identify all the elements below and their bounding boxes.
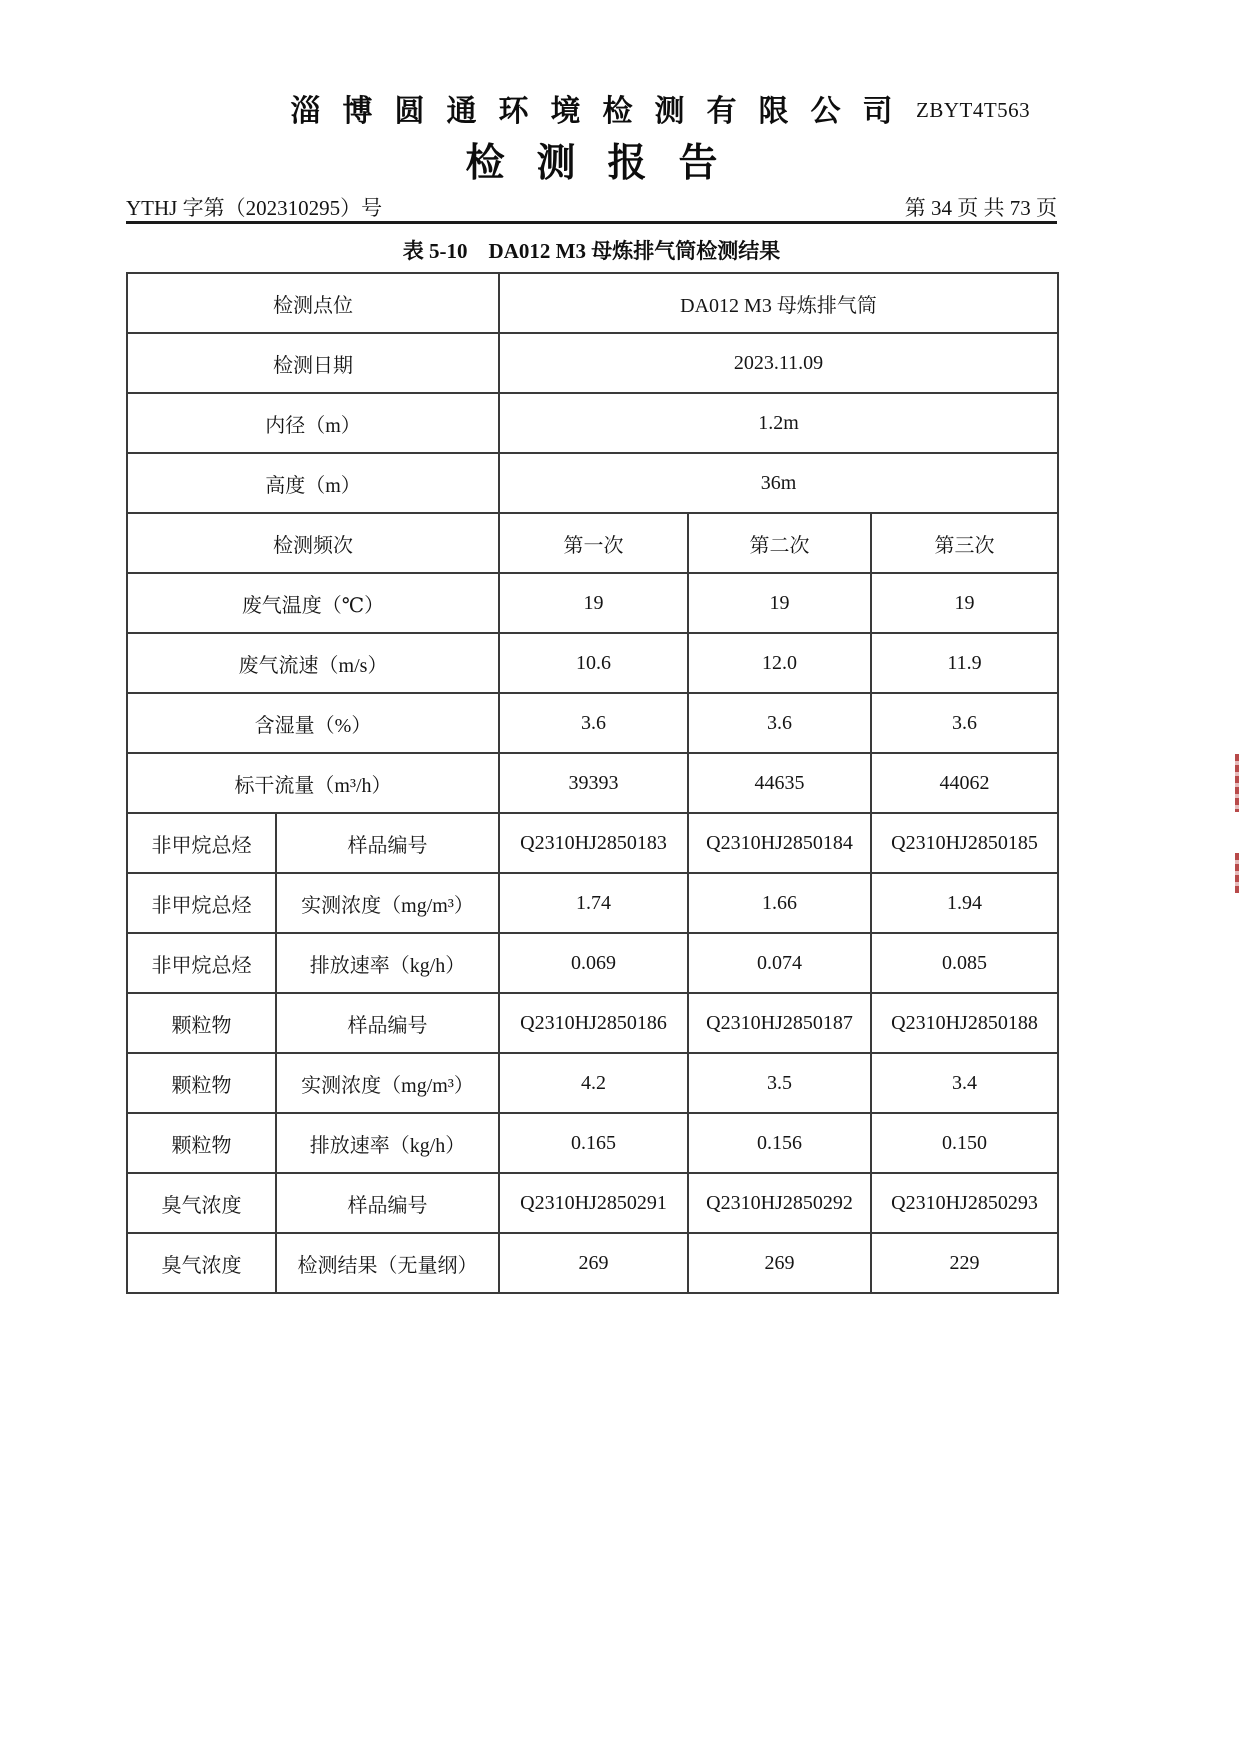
table-row [127,1233,1058,1293]
data-cell: Q2310HJ2850186 [499,993,688,1053]
group-cell: 臭气浓度 [127,1233,276,1293]
table-row [127,453,1058,513]
data-cell: 19 [499,573,688,633]
table-caption: 表 5-10 DA012 M3 母炼排气筒检测结果 [402,239,781,263]
data-cell: 44062 [871,753,1058,813]
data-cell: 269 [499,1233,688,1293]
page-indicator: 第 34 页 共 73 页 [904,196,1057,220]
row-value-cell: DA012 M3 母炼排气筒 [499,273,1058,333]
data-cell: 1.94 [871,873,1058,933]
data-cell: Q2310HJ2850184 [688,813,871,873]
param-cell: 检测结果（无量纲） [276,1233,499,1293]
data-cell: 0.069 [499,933,688,993]
report-number: YTHJ 字第（202310295）号 [126,196,383,220]
report-title: 检测报告 [465,142,750,185]
results-table [126,272,1059,1294]
table-row [127,333,1058,393]
data-cell: 第二次 [688,513,871,573]
row-label-cell: 检测点位 [127,273,499,333]
row-value-cell: 2023.11.09 [499,333,1058,393]
param-cell: 样品编号 [276,1173,499,1233]
data-cell: Q2310HJ2850188 [871,993,1058,1053]
row-label-cell: 废气温度（℃） [127,573,499,633]
row-label-cell: 检测频次 [127,513,499,573]
param-cell: 样品编号 [276,813,499,873]
table-row [127,873,1058,933]
data-cell: Q2310HJ2850185 [871,813,1058,873]
data-cell: Q2310HJ2850292 [688,1173,871,1233]
data-cell: 39393 [499,753,688,813]
data-cell: 44635 [688,753,871,813]
document-code: ZBYT4T563 [916,98,1031,122]
data-cell: Q2310HJ2850187 [688,993,871,1053]
table-row [127,273,1058,333]
data-cell: 19 [871,573,1058,633]
row-value-cell: 1.2m [499,393,1058,453]
header-info-row [126,192,1057,222]
table-row [127,1053,1058,1113]
data-cell: 第一次 [499,513,688,573]
param-cell: 实测浓度（mg/m³） [276,873,499,933]
table-row [127,393,1058,453]
group-cell: 非甲烷总烃 [127,933,276,993]
row-label-cell: 检测日期 [127,333,499,393]
group-cell: 颗粒物 [127,993,276,1053]
data-cell: 1.66 [688,873,871,933]
data-cell: 10.6 [499,633,688,693]
group-cell: 臭气浓度 [127,1173,276,1233]
data-cell: 0.156 [688,1113,871,1173]
data-cell: Q2310HJ2850183 [499,813,688,873]
data-cell: 0.150 [871,1113,1058,1173]
data-cell: 0.165 [499,1113,688,1173]
row-label-cell: 内径（m） [127,393,499,453]
group-cell: 非甲烷总烃 [127,813,276,873]
param-cell: 排放速率（kg/h） [276,1113,499,1173]
data-cell: 3.5 [688,1053,871,1113]
data-cell: 3.6 [499,693,688,753]
company-name: 淄博圆通环境检测有限公司 [290,95,915,128]
table-row [127,933,1058,993]
table-row [127,573,1058,633]
param-cell: 排放速率（kg/h） [276,933,499,993]
table-row [127,693,1058,753]
table-row [127,513,1058,573]
data-cell: 0.085 [871,933,1058,993]
group-cell: 颗粒物 [127,1053,276,1113]
row-label-cell: 高度（m） [127,453,499,513]
param-cell: 样品编号 [276,993,499,1053]
data-cell: 0.074 [688,933,871,993]
red-stamp-edge-artifact [1235,754,1239,812]
data-cell: 11.9 [871,633,1058,693]
data-cell: 3.4 [871,1053,1058,1113]
data-cell: Q2310HJ2850291 [499,1173,688,1233]
red-stamp-edge-artifact [1235,853,1239,893]
data-cell: 1.74 [499,873,688,933]
data-cell: 19 [688,573,871,633]
row-label-cell: 含湿量（%） [127,693,499,753]
data-cell: 4.2 [499,1053,688,1113]
data-cell: 3.6 [871,693,1058,753]
data-cell: 第三次 [871,513,1058,573]
row-label-cell: 标干流量（m³/h） [127,753,499,813]
table-row [127,633,1058,693]
data-cell: 269 [688,1233,871,1293]
table-row [127,813,1058,873]
table-row [127,753,1058,813]
table-row [127,1113,1058,1173]
data-cell: 12.0 [688,633,871,693]
row-label-cell: 废气流速（m/s） [127,633,499,693]
table-row [127,1173,1058,1233]
data-cell: Q2310HJ2850293 [871,1173,1058,1233]
data-cell: 3.6 [688,693,871,753]
data-cell: 229 [871,1233,1058,1293]
group-cell: 颗粒物 [127,1113,276,1173]
param-cell: 实测浓度（mg/m³） [276,1053,499,1113]
header-divider [126,221,1057,224]
row-value-cell: 36m [499,453,1058,513]
table-row [127,993,1058,1053]
group-cell: 非甲烷总烃 [127,873,276,933]
